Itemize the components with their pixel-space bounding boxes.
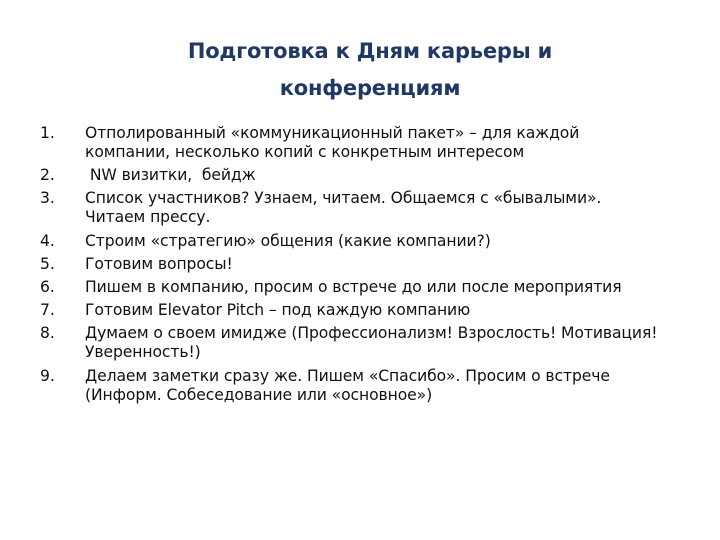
list-item [40,324,700,362]
list-item-number: 1. [40,124,55,142]
list-item-number: 6. [40,277,55,296]
list-item [40,189,700,227]
list-item [40,255,700,274]
slide-title [60,33,680,107]
list-item-number: 9. [40,366,55,385]
list-item [40,301,700,320]
list-item-number: 7. [40,301,55,320]
list-item-number: 5. [40,254,55,273]
list-item-number: 4. [40,231,55,250]
list-item [40,278,700,297]
list-item [40,367,700,405]
list-item-text: Готовим вопросы! [85,254,233,273]
list-item-text: NW визитки, бейдж [85,166,256,185]
list-item-text: Делаем заметки сразу же. Пишем «Спасибо». Просим о встрече (Информ. Собеседование или «основное») [85,366,610,404]
list-item-number: 3. [40,189,55,208]
list-item-text: Список участников? Узнаем, читаем. Общаемся с «бывалыми». Читаем прессу. [85,189,602,227]
list-item [40,124,700,162]
slide-title-line-2: конференциям [279,76,461,100]
list-item-text: Готовим Elevator Pitch – под каждую компанию [85,301,471,320]
list-item-number: 2. [40,166,55,185]
list-item [40,232,700,251]
numbered-list [40,124,700,409]
list-item-text: Пишем в компанию, просим о встрече до или после мероприятия [85,277,622,296]
list-item-text: Строим «стратегию» общения (какие компании?) [85,231,491,250]
list-item-text: Отполированный «коммуникационный пакет» – для каждой компании, несколько копий с конкретным интересом [85,124,580,161]
list-item-text: Думаем о своем имидже (Профессионализм! Взрослость! Мотивация! Уверенность!) [85,324,658,362]
slide-title-line-1: Подготовка к Дням карьеры и [187,39,553,63]
list-item [40,166,700,185]
list-item-number: 8. [40,324,55,343]
